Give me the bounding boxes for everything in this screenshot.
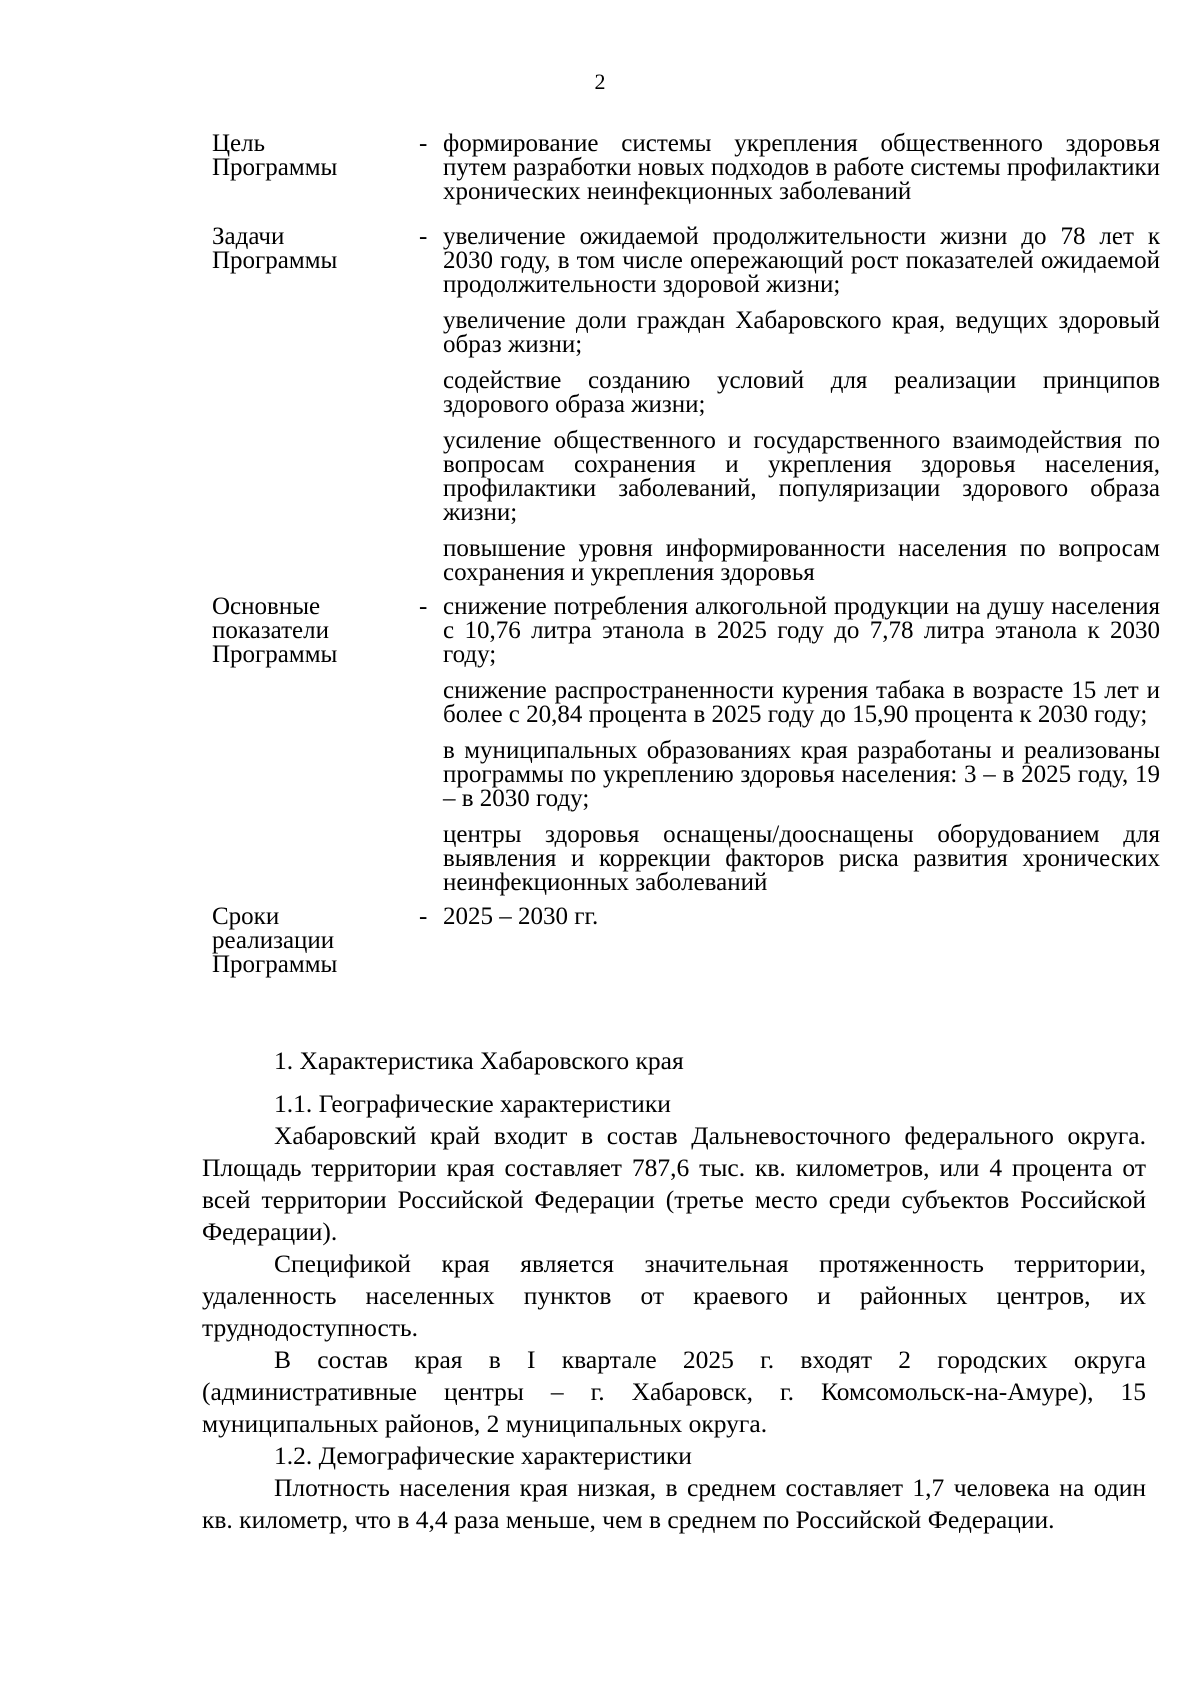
paragraph: Плотность населения края низкая, в среднем составляет 1,7 человека на один кв. километр, что в 4,4 раза меньше, чем в среднем по Российской Федерации. bbox=[202, 1473, 1146, 1534]
passport-values-terms bbox=[443, 905, 1160, 929]
label-line: Программы bbox=[212, 641, 338, 668]
passport-values-tasks bbox=[443, 225, 1160, 585]
paragraph: Спецификой края является значительная протяженность территории, удаленность населенных пунктов от краевого и районных центров, их труднодоступность. bbox=[202, 1249, 1146, 1342]
passport-value: снижение распространенности курения табака в возрасте 15 лет и более с 20,84 процента в 2025 году до 15,90 процента к 2030 году; bbox=[443, 677, 1160, 728]
subsection-heading: 1.2. Демографические характеристики bbox=[274, 1441, 692, 1470]
passport-dash: - bbox=[419, 903, 428, 930]
passport-row-indicators bbox=[212, 595, 1160, 895]
passport-value: усиление общественного и государственного взаимодействия по вопросам сохранения и укрепления здоровья населения, профилактики заболеваний, популяризации здорового образа жизни; bbox=[443, 427, 1160, 526]
label-line: Задачи bbox=[212, 223, 285, 250]
passport-values-goal bbox=[443, 132, 1160, 204]
passport-row-terms bbox=[212, 905, 1160, 977]
label-line: Программы bbox=[212, 247, 338, 274]
passport-value: содействие созданию условий для реализации принципов здорового образа жизни; bbox=[443, 367, 1160, 418]
passport-dash: - bbox=[419, 223, 428, 250]
label-line: Программы bbox=[212, 154, 338, 181]
label-line: Основные bbox=[212, 593, 321, 620]
subsection-heading: 1.1. Географические характеристики bbox=[274, 1089, 671, 1118]
passport-dash: - bbox=[419, 130, 428, 157]
document-body bbox=[202, 1045, 1146, 1536]
passport-dash: - bbox=[419, 593, 428, 620]
passport-value: формирование системы укрепления общественного здоровья путем разработки новых подходов в работе системы профилактики хронических неинфекционных заболеваний bbox=[443, 130, 1160, 205]
passport-label-goal bbox=[212, 132, 419, 180]
passport-value: в муниципальных образованиях края разработаны и реализованы программы по укреплению здоровья населения: 3 – в 2025 году, 19 – в 2030 году; bbox=[443, 737, 1160, 812]
page-number: 2 bbox=[594, 69, 606, 94]
passport-value: центры здоровья оснащены/дооснащены оборудованием для выявления и коррекции факторов риска развития хронических неинфекционных заболеваний bbox=[443, 821, 1160, 896]
label-line: Цель bbox=[212, 130, 266, 157]
passport-row-tasks bbox=[212, 225, 1160, 585]
passport-value: 2025 – 2030 гг. bbox=[443, 903, 599, 930]
passport-value: снижение потребления алкогольной продукции на душу населения с 10,76 литра этанола в 2025 году до 7,78 литра этанола к 2030 году; bbox=[443, 593, 1160, 668]
passport-label-tasks bbox=[212, 225, 419, 273]
section-heading: 1. Характеристика Хабаровского края bbox=[274, 1046, 684, 1075]
passport-row-goal bbox=[212, 132, 1160, 204]
passport-values-indicators bbox=[443, 595, 1160, 895]
passport-value: увеличение ожидаемой продолжительности жизни до 78 лет к 2030 году, в том числе опережающий рост показателей ожидаемой продолжительности здоровой жизни; bbox=[443, 223, 1160, 298]
label-line: реализации bbox=[212, 927, 335, 954]
label-line: Сроки bbox=[212, 903, 280, 930]
paragraph: Хабаровский край входит в состав Дальневосточного федерального округа. Площадь территории края составляет 787,6 тыс. кв. километров, или 4 процента от всей территории Российской Федерации (третье место среди субъектов Российской Федерации). bbox=[202, 1121, 1146, 1246]
passport-label-indicators bbox=[212, 595, 419, 667]
label-line: показатели bbox=[212, 617, 329, 644]
program-passport-table bbox=[212, 132, 1160, 977]
passport-value: увеличение доли граждан Хабаровского края, ведущих здоровый образ жизни; bbox=[443, 307, 1160, 358]
passport-value: повышение уровня информированности населения по вопросам сохранения и укрепления здоровья bbox=[443, 535, 1160, 586]
label-line: Программы bbox=[212, 951, 338, 978]
passport-label-terms bbox=[212, 905, 419, 977]
paragraph: В состав края в I квартале 2025 г. входят 2 городских округа (административные центры – г. Хабаровск, г. Комсомольск-на-Амуре), 15 муниципальных районов, 2 муниципальных округа. bbox=[202, 1345, 1146, 1438]
